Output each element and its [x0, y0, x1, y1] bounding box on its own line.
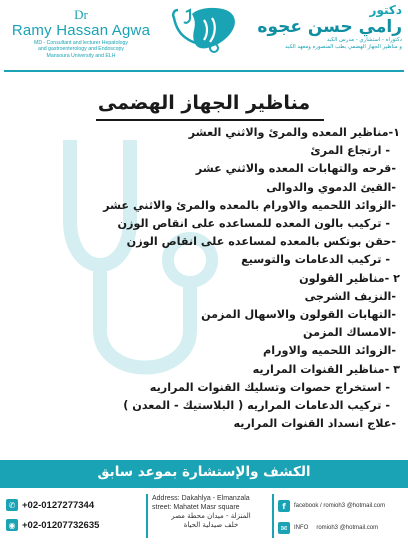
services-list — [10, 124, 400, 433]
english-doctor-block — [6, 8, 156, 59]
list-item: - ارتجاع المرئ — [310, 144, 390, 158]
whatsapp-icon: ◉ — [6, 519, 18, 531]
section-heading: ٣ -مناظير القنوات المراريه — [252, 362, 400, 376]
appointment-banner-text: الكشف والإستشارة بموعد سابق — [97, 464, 311, 480]
arabic-title-dr: دكتور — [369, 3, 402, 17]
letterhead-header — [0, 0, 408, 80]
footer-separator-1 — [146, 494, 148, 538]
phone-row-1 — [6, 499, 146, 511]
page-title: مناظير الجهاز الهضمى — [97, 92, 311, 114]
footer-phones — [6, 488, 146, 544]
list-item: - تركيب الدعامات والتوسيع — [241, 253, 390, 267]
facebook-icon: f — [278, 500, 290, 512]
list-item: -الزوائد اللحميه والاورام بالمعده والمرئ والاثني عشر — [103, 198, 396, 212]
facebook-handle[interactable]: facebook / romioh3 @hotmail.com — [294, 503, 386, 509]
phone-row-2 — [6, 519, 146, 531]
list-item: - استخراج حصوات وتسليك القنوات المراريه — [149, 380, 390, 394]
list-item: -قرحه والتهابات المعده والاثني عشر — [195, 162, 396, 176]
arabic-doctor-name: رامي حسن عجوه — [257, 17, 402, 37]
footer-social — [278, 488, 406, 544]
footer-separator-2 — [272, 494, 274, 538]
arabic-credentials-line-2: و مناظير الجهاز الهضمي بطب المنصوره ومعهد الكبد — [285, 44, 402, 50]
list-item: - تركيب بالون المعده للمساعده على انقاص الوزن — [117, 217, 390, 231]
english-credentials-line-2: and gastroenterology and Endoscopy — [38, 46, 124, 53]
footer-address — [152, 488, 270, 544]
address-line-2: street: Mahatet Masr square — [152, 504, 240, 511]
liver-stethoscope-logo-icon — [164, 4, 244, 60]
contact-footer — [0, 488, 408, 544]
email-icon: ✉ — [278, 522, 290, 534]
address-line-1: Address: Dakahlya - Elmanzala — [152, 495, 250, 502]
email-address[interactable]: romioh3 @hotmail.com — [316, 525, 379, 531]
address-arabic-line-1: المنزلة - ميدان محطة مصر — [171, 512, 251, 520]
header-divider — [4, 70, 404, 72]
english-credentials-line-3: Mansoura University and ELH — [46, 52, 116, 59]
phone-number-1[interactable]: +02-0127277344 — [22, 499, 95, 511]
list-item: - تركيب الدعامات المراريه ( البلاستيك - المعدن ) — [123, 399, 390, 413]
list-item: -الامساك المزمن — [303, 326, 396, 340]
section-heading: ٢ -مناظير القولون — [299, 271, 400, 285]
list-item: -النزيف الشرجى — [304, 289, 396, 303]
phone-icon: ✆ — [6, 499, 18, 511]
list-item: -حقن بوتكس بالمعده لمساعده على انقاص الوزن — [126, 235, 396, 249]
info-label: INFO — [294, 525, 309, 531]
list-item: -علاج انسداد القنوات المراريه — [233, 417, 396, 431]
arabic-doctor-block — [242, 4, 402, 51]
list-item: -الزوائد اللحميه والاورام — [263, 344, 396, 358]
english-credentials-line-1: MD - Consultant and lecturer Hepatology — [34, 40, 128, 46]
email-row — [278, 522, 406, 534]
english-doctor-name: Ramy Hassan Agwa — [11, 22, 151, 39]
phone-number-2[interactable]: +02-01207732635 — [22, 519, 100, 531]
list-item: -القيئ الدموي والدوالى — [266, 180, 396, 194]
arabic-credentials-line-1: دكتوراه - استشاري - مدرس الكبد — [326, 37, 402, 43]
english-title-dr: Dr — [74, 7, 88, 22]
facebook-row — [278, 500, 406, 512]
appointment-banner — [0, 460, 408, 488]
address-arabic-line-2: خلف صيدلية الحياة — [183, 521, 239, 529]
list-item: -التهابات القولون والاسهال المزمن — [201, 308, 396, 322]
title-underline — [96, 119, 324, 121]
section-heading: ١-مناظير المعده والمرئ والاثني العشر — [188, 126, 400, 139]
